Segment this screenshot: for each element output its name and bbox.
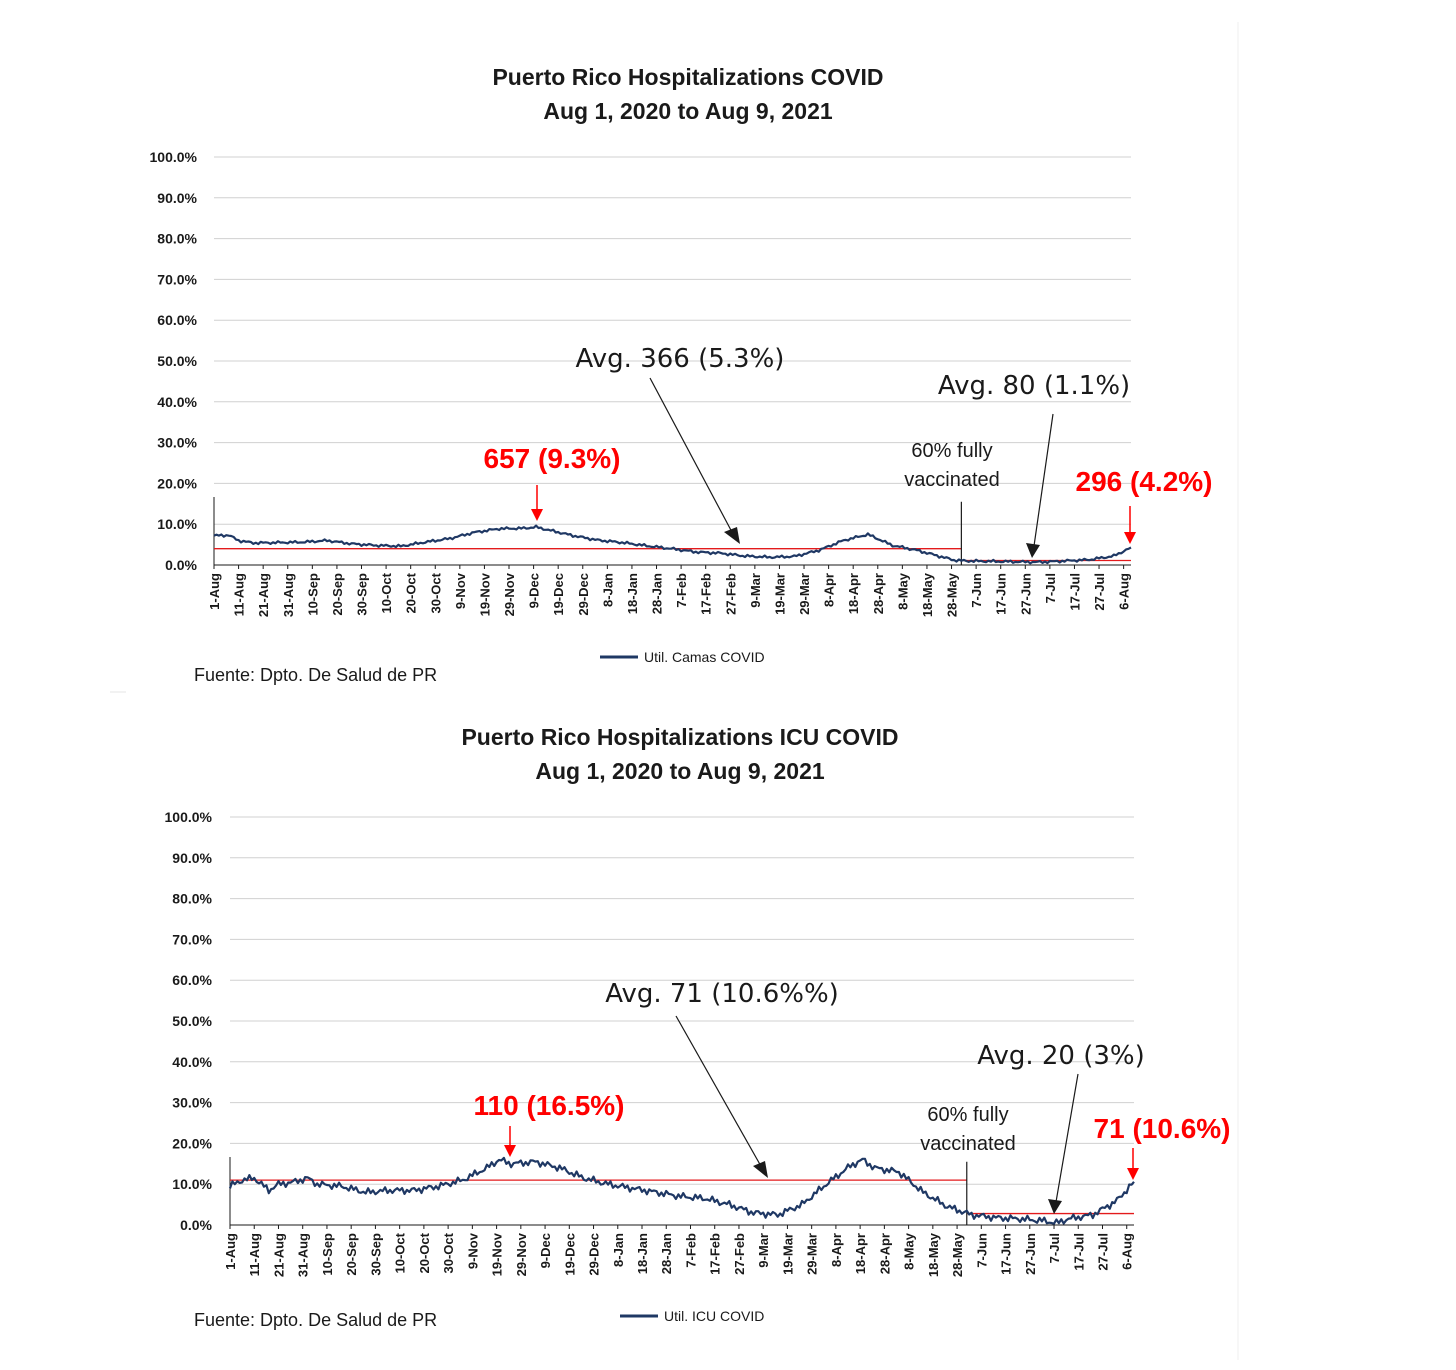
x-tick-label: 7-Jun [974, 1233, 990, 1268]
avg-post-arrow-line [1034, 414, 1053, 546]
y-tick-label: 80.0% [157, 230, 197, 247]
latest-label: 71 (10.6%) [1093, 1113, 1231, 1144]
x-tick-label: 1-Aug [223, 1233, 238, 1270]
x-tick-label: 27-Feb [723, 573, 739, 615]
x-tick-label: 1-Aug [207, 573, 222, 610]
y-tick-label: 40.0% [172, 1053, 212, 1070]
x-tick-label: 31-Aug [280, 573, 296, 618]
avg-pre-arrow-line [676, 1016, 762, 1168]
x-tick-label: 10-Oct [379, 573, 395, 614]
x-tick-label: 8-May [901, 1233, 917, 1270]
x-tick-label: 9-Dec [538, 1233, 554, 1269]
avg-label-post: Avg. 80 (1.1%) [937, 371, 1131, 401]
x-tick-label: 9-Nov [452, 573, 468, 610]
series-line [214, 526, 1131, 564]
peak-arrowhead [531, 509, 543, 521]
avg-post-arrow-line [1056, 1074, 1078, 1202]
vaccination-note-line2: vaccinated [904, 469, 1000, 491]
x-tick-label: 7-Jun [969, 573, 985, 608]
y-tick-label: 30.0% [172, 1094, 212, 1111]
vaccination-note-line2: vaccinated [920, 1133, 1016, 1155]
peak-arrowhead [504, 1145, 516, 1157]
gridlines [230, 817, 1134, 1225]
x-tick-label: 17-Jun [993, 573, 1009, 615]
peak-label: 110 (16.5%) [473, 1090, 625, 1121]
x-tick-label: 18-May [925, 1233, 941, 1278]
y-tick-label: 20.0% [157, 475, 197, 492]
y-tick-label: 0.0% [180, 1217, 212, 1233]
chart-icu [165, 724, 1231, 1330]
x-tick-label: 21-Aug [271, 1233, 287, 1278]
x-tick-label: 28-May [944, 573, 960, 618]
x-tick-label: 28-Apr [870, 573, 886, 615]
y-tick-label: 20.0% [172, 1135, 212, 1152]
x-tick-label: 29-Mar [797, 573, 813, 615]
chart-subtitle: Aug 1, 2020 to Aug 9, 2021 [543, 98, 833, 124]
x-tick-label: 29-Nov [513, 1233, 529, 1277]
x-tick-label: 17-Jul [1071, 1233, 1087, 1271]
x-tick-label: 20-Sep [329, 573, 345, 616]
avg-post-arrowhead [1026, 543, 1040, 558]
y-tick-label: 10.0% [172, 1176, 212, 1193]
x-tick-label: 20-Sep [344, 1233, 360, 1276]
x-tick-label: 18-Apr [846, 573, 862, 615]
x-tick-label: 9-Nov [465, 1233, 481, 1270]
x-tick-label: 6-Aug [1116, 573, 1132, 610]
x-tick-label: 18-Jan [635, 1233, 651, 1275]
x-tick-label: 19-Mar [780, 1233, 796, 1275]
x-tick-label: 9-Dec [526, 573, 542, 609]
plot-area [230, 1158, 1134, 1225]
x-tick-label: 30-Oct [428, 573, 444, 614]
x-axis-ticks [207, 565, 1132, 617]
y-tick-label: 50.0% [157, 353, 197, 369]
x-tick-label: 18-Jan [624, 573, 640, 615]
chart-title: Puerto Rico Hospitalizations COVID [492, 64, 884, 90]
x-tick-label: 19-Nov [477, 573, 493, 617]
x-tick-label: 28-Apr [877, 1233, 893, 1275]
source-note: Fuente: Dpto. De Salud de PR [194, 665, 438, 685]
x-tick-label: 11-Aug [231, 573, 247, 617]
legend-label: Util. Camas COVID [644, 649, 765, 665]
chart-title: Puerto Rico Hospitalizations ICU COVID [461, 724, 899, 750]
x-tick-label: 28-May [950, 1233, 966, 1278]
x-tick-label: 18-Apr [853, 1233, 869, 1275]
x-tick-label: 8-Jan [600, 573, 616, 607]
avg-post-arrowhead [1048, 1199, 1062, 1214]
x-tick-label: 21-Aug [256, 573, 272, 618]
x-tick-label: 29-Nov [502, 573, 518, 617]
x-tick-label: 8-Apr [821, 573, 837, 607]
x-tick-label: 7-Feb [674, 573, 690, 608]
source-note: Fuente: Dpto. De Salud de PR [194, 1310, 438, 1330]
x-tick-label: 30-Sep [354, 573, 370, 616]
y-tick-label: 50.0% [172, 1013, 212, 1029]
x-tick-label: 20-Oct [403, 573, 419, 614]
y-axis-ticks [165, 809, 213, 1233]
x-tick-label: 8-Apr [828, 1233, 844, 1267]
x-axis-ticks [223, 1225, 1135, 1277]
avg-label-pre: Avg. 71 (10.6%%) [605, 979, 839, 1009]
y-tick-label: 0.0% [165, 557, 197, 573]
x-tick-label: 19-Dec [562, 1233, 578, 1276]
x-tick-label: 7-Jul [1047, 1233, 1063, 1264]
y-tick-label: 80.0% [172, 890, 212, 907]
plot-area [214, 502, 1131, 565]
y-tick-label: 100.0% [164, 809, 212, 825]
x-tick-label: 9-Mar [747, 573, 763, 608]
x-tick-label: 27-Jul [1092, 573, 1108, 611]
latest-label: 296 (4.2%) [1075, 466, 1213, 497]
x-tick-label: 17-Feb [707, 1233, 723, 1275]
x-tick-label: 7-Jul [1042, 573, 1058, 604]
y-tick-label: 60.0% [157, 312, 197, 329]
x-tick-label: 19-Mar [772, 573, 788, 615]
x-tick-label: 31-Aug [295, 1233, 311, 1278]
x-tick-label: 28-Jan [659, 1233, 675, 1275]
y-tick-label: 40.0% [157, 393, 197, 410]
x-tick-label: 6-Aug [1119, 1233, 1135, 1270]
avg-label-post: Avg. 20 (3%) [977, 1041, 1145, 1071]
peak-label: 657 (9.3%) [483, 443, 621, 474]
x-tick-label: 29-Dec [575, 573, 591, 616]
x-tick-label: 28-Jan [649, 573, 665, 615]
x-tick-label: 18-May [919, 573, 935, 618]
x-tick-label: 30-Oct [441, 1233, 457, 1274]
x-tick-label: 27-Feb [731, 1233, 747, 1275]
x-tick-label: 19-Nov [489, 1233, 505, 1277]
x-tick-label: 30-Sep [368, 1233, 384, 1276]
y-tick-label: 90.0% [172, 849, 212, 866]
y-axis-ticks [150, 149, 198, 573]
x-tick-label: 27-Jul [1095, 1233, 1111, 1271]
avg-pre-arrowhead [753, 1161, 768, 1178]
x-tick-label: 20-Oct [416, 1233, 432, 1274]
legend-label: Util. ICU COVID [664, 1308, 765, 1324]
y-tick-label: 10.0% [157, 516, 197, 533]
x-tick-label: 11-Aug [247, 1233, 263, 1277]
x-tick-label: 9-Mar [756, 1233, 772, 1268]
x-tick-label: 29-Dec [586, 1233, 602, 1276]
x-tick-label: 8-May [895, 573, 911, 610]
x-tick-label: 29-Mar [804, 1233, 820, 1275]
x-tick-label: 10-Sep [305, 573, 321, 616]
y-tick-label: 100.0% [149, 149, 197, 165]
y-tick-label: 70.0% [172, 931, 212, 948]
y-tick-label: 90.0% [157, 189, 197, 206]
y-tick-label: 30.0% [157, 434, 197, 451]
latest-arrowhead [1127, 1168, 1139, 1180]
x-tick-label: 27-Jun [1022, 1233, 1038, 1275]
x-tick-label: 19-Dec [551, 573, 567, 616]
y-tick-label: 60.0% [172, 972, 212, 989]
x-tick-label: 27-Jun [1018, 573, 1034, 615]
x-tick-label: 8-Jan [610, 1233, 626, 1267]
x-tick-label: 7-Feb [683, 1233, 699, 1268]
latest-arrowhead [1124, 532, 1136, 544]
x-tick-label: 17-Jul [1067, 573, 1083, 611]
chart-beds [150, 64, 1213, 685]
chart-subtitle: Aug 1, 2020 to Aug 9, 2021 [535, 758, 825, 784]
y-tick-label: 70.0% [157, 271, 197, 288]
x-tick-label: 17-Jun [998, 1233, 1014, 1275]
vaccination-note-line1: 60% fully [927, 1104, 1009, 1126]
vaccination-note-line1: 60% fully [911, 440, 993, 462]
x-tick-label: 10-Sep [319, 1233, 335, 1276]
avg-label-pre: Avg. 366 (5.3%) [575, 344, 785, 374]
x-tick-label: 10-Oct [392, 1233, 408, 1274]
x-tick-label: 17-Feb [698, 573, 714, 615]
avg-pre-arrowhead [724, 527, 740, 544]
